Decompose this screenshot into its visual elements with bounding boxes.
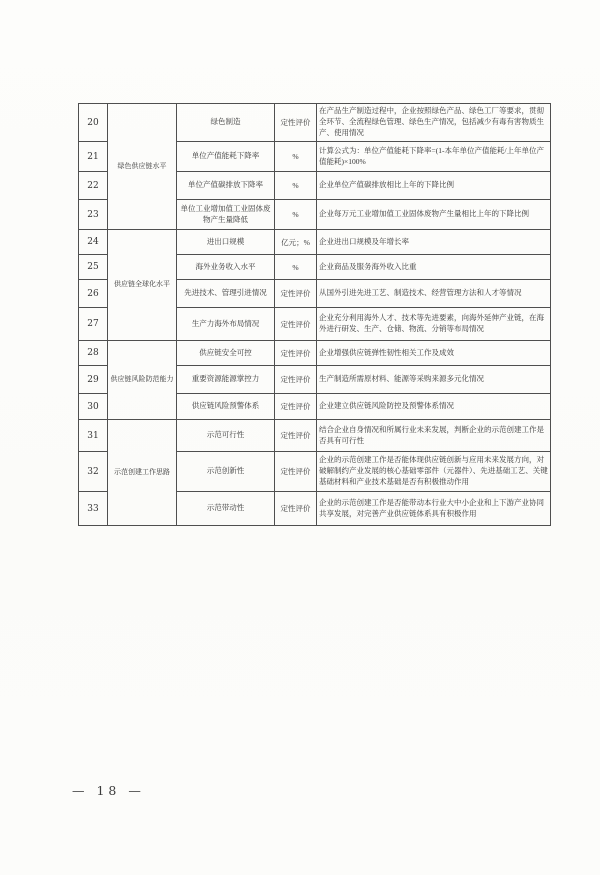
indicator-cell: 供应链风险预警体系 — [177, 394, 275, 420]
row-number-cell: 33 — [79, 492, 108, 526]
row-number-cell: 21 — [79, 142, 108, 172]
row-number-cell: 25 — [79, 255, 108, 280]
row-number-cell: 31 — [79, 420, 108, 452]
category-cell: 供应链风险防范能力 — [108, 341, 177, 420]
description-cell: 企业进出口规模及年增长率 — [317, 230, 551, 255]
indicator-cell: 海外业务收入水平 — [177, 255, 275, 280]
description-cell: 计算公式为：单位产值能耗下降率=(1-本年单位产值能耗/上年单位产值能耗)×100% — [317, 142, 551, 172]
indicator-cell: 示范可行性 — [177, 420, 275, 452]
unit-cell: 定性评价 — [275, 341, 317, 366]
row-number-cell: 32 — [79, 452, 108, 492]
description-cell: 结合企业自身情况和所属行业未来发展，判断企业的示范创建工作是否具有可行性 — [317, 420, 551, 452]
row-number-cell: 28 — [79, 341, 108, 366]
unit-cell: 亿元；% — [275, 230, 317, 255]
description-cell: 企业建立供应链风险防控及预警体系情况 — [317, 394, 551, 420]
indicator-cell: 供应链安全可控 — [177, 341, 275, 366]
row-number-cell: 20 — [79, 104, 108, 142]
unit-cell: 定性评价 — [275, 420, 317, 452]
category-cell: 供应链全球化水平 — [108, 230, 177, 341]
description-cell: 企业商品及服务海外收入比重 — [317, 255, 551, 280]
row-number-cell: 26 — [79, 280, 108, 308]
unit-cell: % — [275, 200, 317, 230]
indicator-cell: 重要资源能源掌控力 — [177, 366, 275, 394]
row-number-cell: 22 — [79, 172, 108, 200]
table-row — [79, 230, 551, 255]
unit-cell: 定性评价 — [275, 308, 317, 341]
unit-cell: 定性评价 — [275, 280, 317, 308]
description-cell: 在产品生产制造过程中，企业按照绿色产品、绿色工厂等要求，贯彻全环节、全流程绿色管理、绿色生产情况，包括减少有毒有害物质生产、使用情况 — [317, 104, 551, 142]
indicator-cell: 单位工业增加值工业固体废物产生量降低 — [177, 200, 275, 230]
indicator-cell: 绿色制造 — [177, 104, 275, 142]
indicator-cell: 进出口规模 — [177, 230, 275, 255]
row-number-cell: 30 — [79, 394, 108, 420]
indicator-cell: 先进技术、管理引进情况 — [177, 280, 275, 308]
indicator-evaluation-table — [78, 103, 551, 526]
description-cell: 企业增强供应链弹性韧性相关工作及成效 — [317, 341, 551, 366]
unit-cell: 定性评价 — [275, 104, 317, 142]
indicator-cell: 单位产值碳排放下降率 — [177, 172, 275, 200]
table-row — [79, 341, 551, 366]
indicator-cell: 示范创新性 — [177, 452, 275, 492]
unit-cell: 定性评价 — [275, 394, 317, 420]
indicator-cell: 单位产值能耗下降率 — [177, 142, 275, 172]
description-cell: 企业的示范创建工作是否能带动本行业大中小企业和上下游产业协同共享发展，对完善产业供应链体系具有积极作用 — [317, 492, 551, 526]
row-number-cell: 27 — [79, 308, 108, 341]
unit-cell: % — [275, 142, 317, 172]
unit-cell: 定性评价 — [275, 492, 317, 526]
row-number-cell: 24 — [79, 230, 108, 255]
unit-cell: % — [275, 172, 317, 200]
row-number-cell: 29 — [79, 366, 108, 394]
description-cell: 生产制造所需原材料、能源等采购来源多元化情况 — [317, 366, 551, 394]
unit-cell: 定性评价 — [275, 366, 317, 394]
description-cell: 企业充分利用海外人才、技术等先进要素，向海外延伸产业链，在海外进行研发、生产、仓储、物流、分销等布局情况 — [317, 308, 551, 341]
category-cell: 示范创建工作思路 — [108, 420, 177, 526]
description-cell: 企业的示范创建工作是否能体现供应链创新与应用未来发展方向，对破解制约产业发展的核心基础零部件（元器件）、先进基础工艺、关键基础材料和产业技术基础是否有积极推动作用 — [317, 452, 551, 492]
description-cell: 从国外引进先进工艺、制造技术、经营管理方法和人才等情况 — [317, 280, 551, 308]
description-cell: 企业每万元工业增加值工业固体废物产生量相比上年的下降比例 — [317, 200, 551, 230]
indicator-cell: 示范带动性 — [177, 492, 275, 526]
table-row — [79, 104, 551, 142]
unit-cell: 定性评价 — [275, 452, 317, 492]
table-row — [79, 420, 551, 452]
unit-cell: % — [275, 255, 317, 280]
description-cell: 企业单位产值碳排放相比上年的下降比例 — [317, 172, 551, 200]
page-number: — 18 — — [72, 783, 145, 798]
row-number-cell: 23 — [79, 200, 108, 230]
indicator-cell: 生产力海外布局情况 — [177, 308, 275, 341]
category-cell: 绿色供应链水平 — [108, 104, 177, 230]
